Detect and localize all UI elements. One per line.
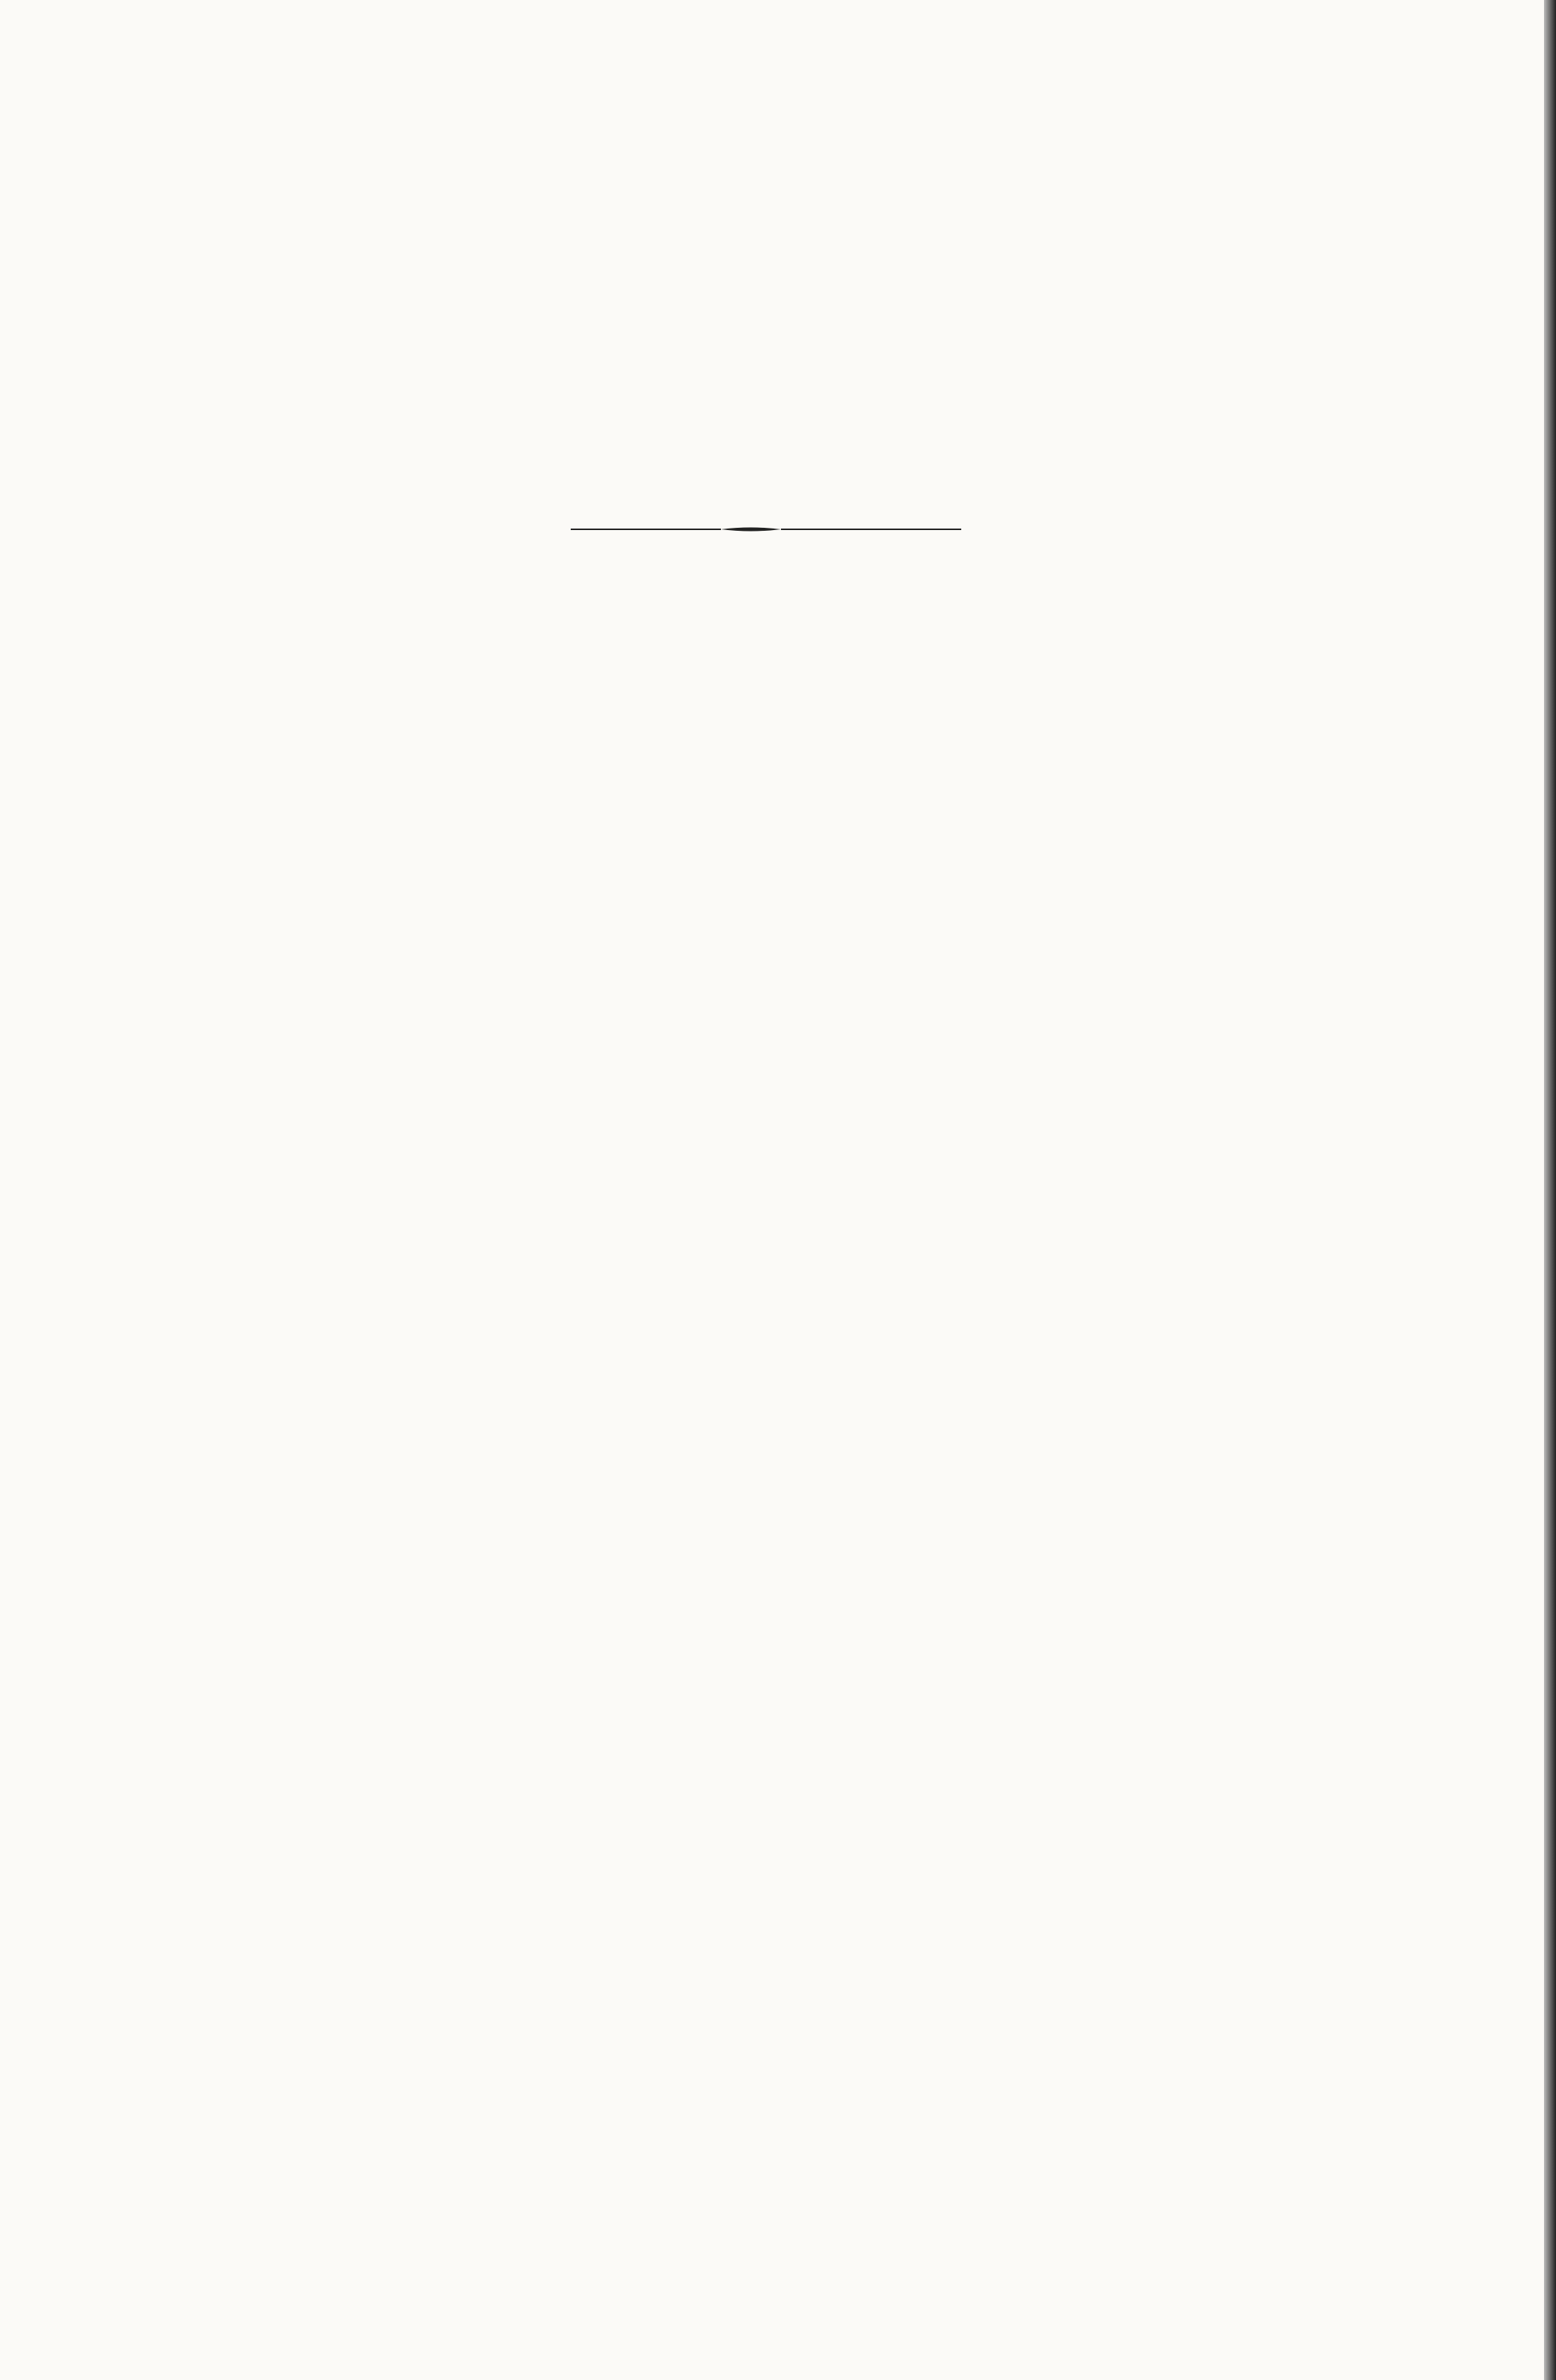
intro-paragraphs xyxy=(248,264,1314,505)
page-edge-shadow xyxy=(1544,0,1556,2380)
bulletin-body xyxy=(248,637,1314,2063)
section-divider xyxy=(571,526,961,533)
